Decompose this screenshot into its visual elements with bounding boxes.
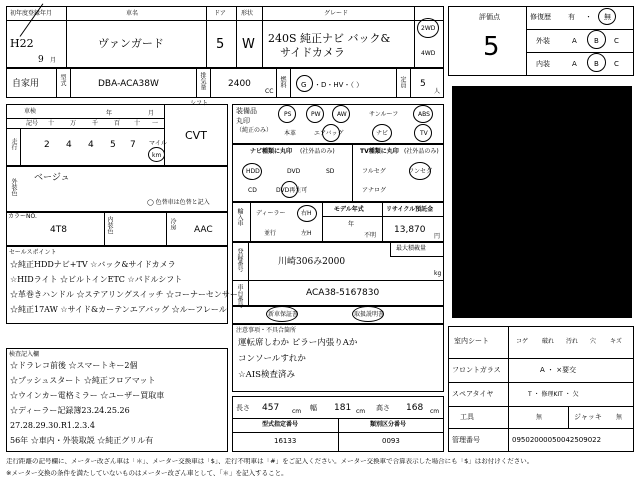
inspection-line: ☆ウインカー電格ミラー ☆ユーザー買取車 — [10, 391, 165, 400]
equipment-label: 装備品 — [236, 107, 257, 115]
reg-value: 川崎306み2000 — [278, 257, 346, 267]
color-no-label: カラーNO. — [8, 213, 37, 220]
selling-point-line: ☆純正17AW ☆サイド&カーテンエアバッグ ☆ルーフレール — [10, 305, 227, 314]
import-dealer: ディーラー — [256, 210, 286, 217]
reg-label: 登録番号 — [236, 248, 243, 272]
ext-color-value: ベージュ — [34, 173, 70, 183]
digit-label: 十 — [48, 120, 55, 127]
inspection-line: ☆ドラレコ前後 ☆スマートキー2個 — [10, 361, 138, 370]
interior-a: A — [572, 60, 577, 68]
navi-type-label: ナビ種類に丸印 — [250, 148, 293, 155]
manual-warranty-circle — [266, 306, 298, 322]
shift-value: CVT — [185, 129, 207, 142]
first-reg-year: H22 — [10, 37, 34, 50]
selling-points-label: セールスポイント — [9, 249, 57, 256]
import-label: 輸入車 — [236, 208, 243, 226]
exterior-b-circle — [587, 30, 606, 49]
first-reg-month: 9 — [38, 55, 44, 65]
ac-value: AAC — [194, 225, 213, 235]
vin-label: 車台番号 — [236, 284, 243, 308]
mgmt-label: 管理番号 — [452, 436, 480, 444]
import-left-h: 左H — [301, 230, 312, 237]
capacity-label: 定員 — [399, 76, 406, 88]
navi-type-note: (社外品のみ) — [300, 148, 335, 155]
inspection-label: 検査記入欄 — [9, 351, 40, 358]
navi-dvd: DVD — [287, 168, 301, 175]
ac-label: 冷房 — [169, 218, 176, 230]
inspection-line: 27.28.29.30.R1.2.3.4 — [10, 421, 95, 430]
tools-value: 無 — [536, 414, 543, 421]
car-name: ヴァンガード — [98, 37, 164, 50]
equipment-label3: （純正のみ） — [236, 127, 273, 134]
selling-point-line: ☆HIDライト ☆ビルトインETC ☆パドルシフト — [10, 275, 183, 284]
spare-label: スペアタイヤ — [452, 390, 494, 398]
body-label: 形状 — [241, 10, 254, 17]
length-unit: cm — [292, 408, 302, 415]
drive-4wd: 4WD — [421, 50, 436, 57]
run-label: 走行 — [10, 138, 17, 150]
score-value: 5 — [483, 32, 500, 62]
fuel-g-circle — [296, 75, 313, 92]
height-unit: cm — [430, 408, 440, 415]
equip-navi-circle — [372, 124, 392, 142]
class-no-label: 類別区分番号 — [370, 421, 407, 428]
interior-b-circle — [587, 53, 606, 72]
navi-hdd: HDD — [246, 168, 260, 175]
car-name-label: 車名 — [126, 10, 139, 17]
doors-label: ドア — [214, 10, 226, 17]
score-label: 評価点 — [479, 13, 500, 21]
fuel-g: G — [301, 81, 307, 89]
inspection-line: ☆ディーラー記録簿23.24.25.26 — [10, 406, 130, 415]
type-no-value: 16133 — [274, 437, 297, 445]
notes-label: 注意事項・不具合箇所 — [236, 327, 297, 334]
navi-sd: SD — [326, 168, 335, 175]
cc-unit: CC — [265, 88, 274, 95]
length-label: 長さ — [236, 404, 250, 412]
navi-dvd-play-circle — [281, 181, 298, 198]
tv-oneseg-circle — [409, 162, 431, 180]
int-color-label: 内装色 — [106, 216, 113, 234]
note-line: ☆AIS検査済み — [238, 370, 295, 380]
manuals-row — [232, 306, 444, 324]
exterior-c: C — [614, 37, 619, 45]
mileage-digit: 7 — [130, 140, 136, 150]
tv-analog: アナログ — [362, 187, 387, 194]
fuel-label: 燃料 — [279, 76, 286, 88]
jack-label: ジャッキ — [574, 413, 602, 421]
type-no-label: 型式指定番号 — [262, 421, 299, 428]
class-no-value: 0093 — [382, 437, 400, 445]
drive-2wd-circle — [417, 18, 439, 38]
digit-label: 一 — [152, 120, 159, 127]
digit-label: 記号 — [26, 120, 39, 127]
shift-label: シフト — [190, 100, 209, 107]
note-line: コンソールすれか — [238, 354, 306, 364]
manual-instructions: 取扱説明書 — [354, 311, 385, 318]
equip-aw: AW — [337, 111, 347, 118]
equip-abs: ABS — [418, 111, 430, 118]
usage-row — [6, 68, 444, 98]
width-label: 幅 — [310, 404, 317, 412]
seat-condition-item: 穴 — [590, 338, 597, 345]
model-year-unit: 年 — [348, 221, 355, 228]
exterior-b: B — [594, 37, 599, 45]
mileage-digit: 4 — [88, 140, 94, 150]
width-value: 181 — [334, 403, 352, 413]
equip-sunroof: サンルーフ — [369, 111, 399, 118]
repair-yes: 有 — [568, 13, 575, 21]
recycle-value: 13,870 — [394, 225, 426, 235]
kg-unit: kg — [434, 270, 442, 277]
unit-km-circle — [148, 147, 165, 162]
first-reg-label: 初年度登録年月 — [10, 10, 53, 17]
inspection-line: ☆プッシュスタート ☆純正フロアマット — [10, 376, 156, 385]
import-parallel: 並行 — [264, 230, 277, 237]
shaken-label: 車検 — [24, 108, 37, 115]
model-year-label: モデル年式 — [334, 206, 364, 213]
tv-type-note: (社外品のみ) — [404, 148, 439, 155]
digit-label: 十 — [134, 120, 141, 127]
shaken-month: 月 — [148, 110, 155, 117]
navi-dvd-play: DVD再生可 — [276, 187, 308, 194]
equip-tv: TV — [420, 130, 428, 137]
equipment-label2: 丸印 — [236, 117, 250, 125]
interior-label: 内装 — [536, 60, 550, 68]
body-value: W — [242, 37, 255, 52]
equip-pw: PW — [311, 111, 321, 118]
photo-redacted-top — [452, 86, 632, 318]
vin-value: ACA38-5167830 — [306, 288, 380, 298]
spare-value: T ・ 修理KIT ・ 欠 — [528, 391, 579, 398]
equip-ps: PS — [284, 111, 292, 118]
max-load-label: 最大積載量 — [396, 245, 427, 252]
unit-km: km — [152, 152, 162, 159]
tools-label: 工具 — [460, 413, 474, 421]
equip-airbag-circle — [322, 124, 340, 142]
equip-tv-circle — [414, 124, 432, 142]
seat-condition-item: コゲ — [516, 338, 529, 345]
inspection-line: 56年 ☆車内・外装取説 ☆純正グリル有 — [10, 436, 154, 445]
repair-no-circle — [598, 8, 616, 25]
manual-warranty: 新車保証書 — [268, 311, 299, 318]
digit-label: 万 — [70, 120, 77, 127]
jack-value: 無 — [616, 414, 623, 421]
seat-condition-item: キズ — [610, 338, 622, 345]
grade-label: グレード — [324, 10, 349, 17]
color-note: ◯ 色替車は色替と記入 — [147, 199, 210, 206]
import-right-h-circle — [297, 205, 317, 222]
displacement-label: 排気量 — [199, 72, 206, 90]
note-line: 運転席しわか ピラー内張りAか — [238, 338, 358, 348]
height-value: 168 — [406, 403, 424, 413]
capacity-value: 5 — [420, 79, 426, 89]
mgmt-value: 09502000050042509022 — [512, 436, 602, 444]
seat-condition-item: 破れ — [542, 338, 555, 345]
equip-leather: 本革 — [284, 130, 297, 137]
people-unit: 人 — [434, 88, 441, 95]
length-value: 457 — [262, 403, 280, 413]
unit-mile: マイル — [149, 140, 167, 147]
digit-label: 百 — [114, 120, 121, 127]
mileage-digit: 2 — [44, 140, 50, 150]
glass-label: フロントガラス — [452, 366, 501, 374]
mileage-digit: 4 — [66, 140, 72, 150]
equip-aw-circle — [332, 105, 350, 123]
exterior-label: 外装 — [536, 37, 550, 45]
glass-value: A ・ ×要交 — [540, 366, 577, 374]
equip-ps-circle — [278, 105, 296, 123]
mileage-digit: 5 — [110, 140, 116, 150]
month-unit: 月 — [50, 57, 57, 64]
shaken-year: 年 — [106, 110, 113, 117]
navi-cd: CD — [248, 187, 257, 194]
equip-navi: ナビ — [376, 130, 389, 137]
selling-point-line: ☆純正HDDナビ+TV ☆バック&サイドカメラ — [10, 260, 176, 269]
repair-no: 無 — [604, 13, 611, 21]
navi-hdd-circle — [242, 163, 262, 180]
height-label: 高さ — [376, 404, 390, 412]
width-unit: cm — [356, 408, 366, 415]
import-right-h: 右H — [301, 210, 312, 217]
footer-line1: 走行距離の記号欄に、メーター改ざん車は「＊」、メーター交換車は「$」、走行不明車は「#」をご記入ください。メーター交換車で合算表示した場合にも「$」はお付けください。 — [6, 458, 534, 465]
repair-label: 修復歴 — [530, 13, 551, 21]
model-year-unknown: 不明 — [364, 232, 377, 239]
recycle-label: リサイクル預託金 — [386, 206, 434, 213]
drive-2wd: 2WD — [421, 25, 436, 32]
repair-separator: ・ — [585, 13, 592, 21]
tv-fullseg: フルセグ — [362, 168, 386, 175]
equip-abs-circle — [413, 105, 433, 123]
model-label: 型式 — [59, 74, 66, 86]
interior-c: C — [614, 60, 619, 68]
tv-oneseg: ワンセグ — [408, 168, 433, 175]
displacement-value: 2400 — [228, 79, 251, 89]
doors-value: 5 — [216, 37, 225, 52]
seat-condition-item: 汚れ — [566, 338, 579, 345]
footer-line2: ※メーター交換の条件を満たしていないものはメーター改ざん車として、「＊」を記入すること。 — [6, 469, 288, 477]
ext-color-label: 外装色 — [10, 178, 17, 196]
yen-unit: 円 — [434, 233, 441, 240]
equip-airbag: エアバッグ — [314, 130, 344, 137]
tv-type-label: TV種類に丸印 — [360, 148, 399, 155]
model-value: DBA-ACA38W — [98, 79, 159, 89]
equip-pw-circle — [306, 105, 324, 123]
seat-label: 室内シート — [454, 337, 489, 345]
digit-label: 千 — [92, 120, 99, 127]
exterior-a: A — [572, 37, 577, 45]
color-no-value: 4T8 — [50, 225, 67, 235]
fuel-rest: ・D・HV・（ ） — [314, 81, 364, 89]
use-value: 自家用 — [12, 79, 40, 89]
manual-instructions-circle — [352, 306, 384, 322]
interior-b: B — [594, 60, 599, 68]
grade-line1: 240S 純正ナビ バック& — [268, 32, 391, 45]
grade-line2: サイドカメラ — [280, 46, 345, 59]
selling-point-line: ☆革巻きハンドル ☆ステアリングスイッチ ☆コーナーセンサー — [10, 290, 238, 299]
